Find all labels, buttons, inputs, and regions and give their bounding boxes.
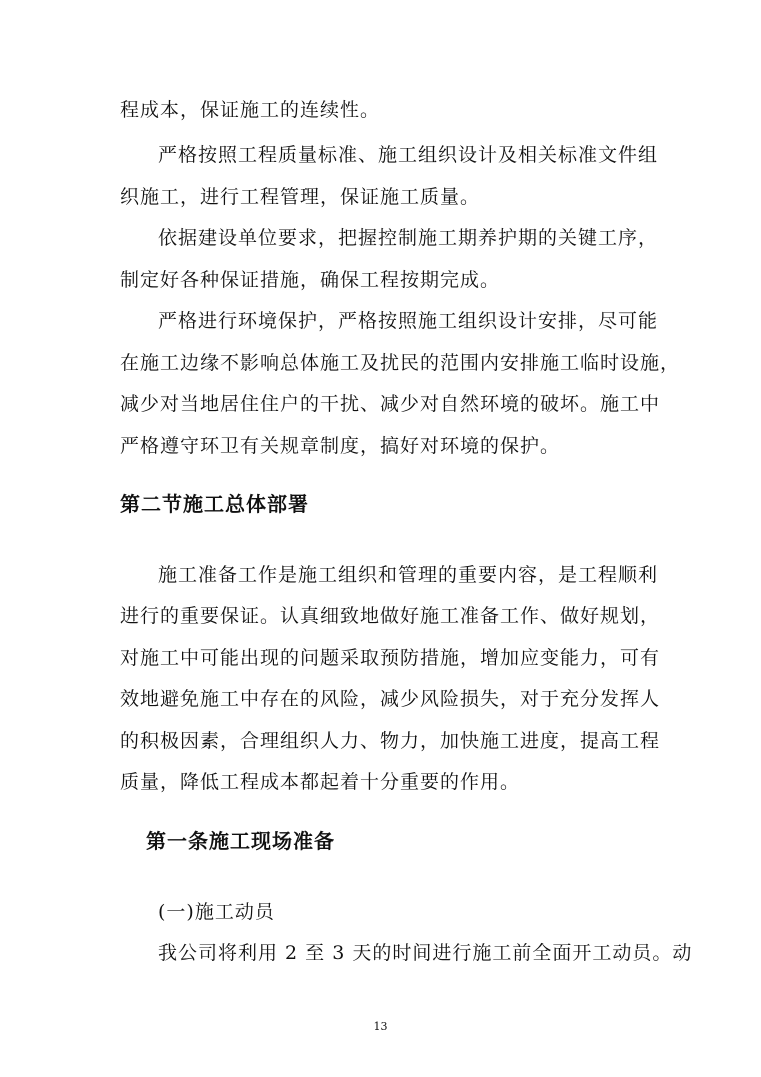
paragraph-line: 在施工边缘不影响总体施工及扰民的范围内安排施工临时设施， [120,352,681,374]
section-heading: 第二节施工总体部署 [120,492,309,516]
paragraph-line: 织施工，进行工程管理，保证施工质量。 [120,186,481,208]
paragraph-line: 严格遵守环卫有关规章制度，搞好对环境的保护。 [120,435,561,457]
page-number: 13 [373,1020,388,1033]
paragraph-line: 依据建设单位要求，把握控制施工期养护期的关键工序， [158,227,659,249]
paragraph-line: 程成本，保证施工的连续性。 [120,99,381,121]
paragraph-line: 施工准备工作是施工组织和管理的重要内容，是工程顺利 [158,564,659,586]
paragraph-line: (一)施工动员 [158,901,275,923]
paragraph-line: 进行的重要保证。认真细致地做好施工准备工作、做好规划， [120,605,661,627]
paragraph-line: 效地避免施工中存在的风险，减少风险损失，对于充分发挥人 [120,688,661,710]
paragraph-line: 严格按照工程质量标准、施工组织设计及相关标准文件组 [158,144,659,166]
paragraph-line: 严格进行环境保护，严格按照施工组织设计安排，尽可能 [158,310,659,332]
paragraph-line: 的积极因素，合理组织人力、物力，加快施工进度，提高工程 [120,730,661,752]
paragraph-line: 质量，降低工程成本都起着十分重要的作用。 [120,771,521,793]
article-heading: 第一条施工现场准备 [146,829,335,853]
paragraph-line: 我公司将利用 2 至 3 天的时间进行施工前全面开工动员。动 [158,942,693,964]
paragraph-line: 对施工中可能出现的问题采取预防措施，增加应变能力，可有 [120,647,661,669]
paragraph-line: 制定好各种保证措施，确保工程按期完成。 [120,269,501,291]
paragraph-line: 减少对当地居住住户的干扰、减少对自然环境的破坏。施工中 [120,393,661,415]
